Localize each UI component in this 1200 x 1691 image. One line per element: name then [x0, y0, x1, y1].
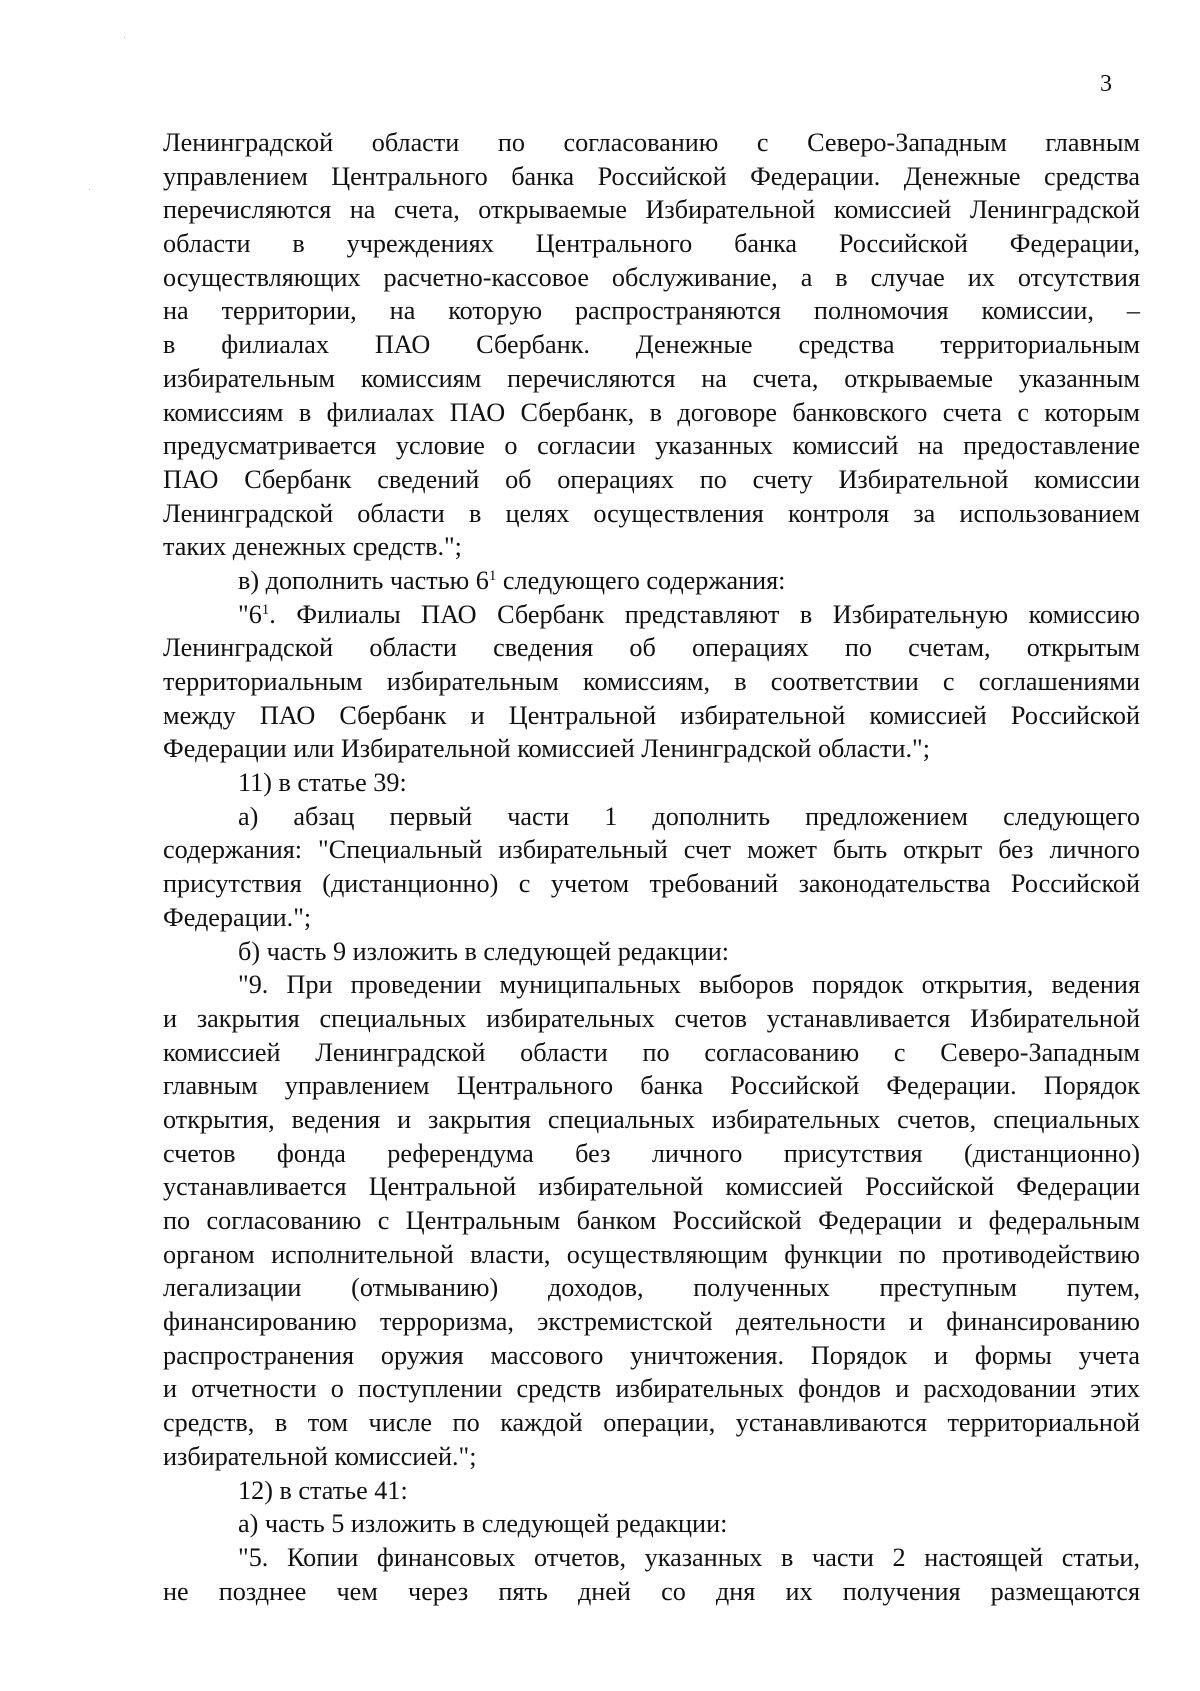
scan-speck: · — [88, 185, 92, 196]
document-line — [163, 1541, 1140, 1575]
line-text: распространения оружия массового уничтожения. Порядок и формы учета — [163, 1340, 1140, 1370]
line-text: в) дополнить частью 6 — [238, 565, 489, 595]
line-text: на территории, на которую распространяются полномочия комиссии, – — [163, 296, 1140, 326]
line-text: легализации (отмыванию) доходов, полученных преступным путем, — [163, 1273, 1140, 1303]
document-line — [163, 1069, 1140, 1103]
document-line — [163, 1406, 1140, 1440]
line-text: по согласованию с Центральным банком Российской Федерации и федеральным — [163, 1206, 1140, 1235]
document-line — [163, 968, 1140, 1002]
document-line — [163, 362, 1140, 396]
document-line — [163, 1238, 1140, 1272]
document-line — [163, 429, 1140, 463]
document-line — [163, 631, 1140, 665]
line-text: избирательным комиссиям перечисляются на счета, открываемые указанным — [163, 363, 1140, 393]
line-text: Федерации."; — [163, 902, 312, 932]
document-line — [163, 1036, 1140, 1070]
document-line — [163, 1440, 1140, 1474]
line-text: а) часть 5 изложить в следующей редакции: — [238, 1509, 728, 1539]
line-text: 11) в статье 39: — [238, 768, 407, 798]
document-line — [163, 1474, 1140, 1508]
line-text: "6 — [238, 599, 262, 629]
document-line — [163, 1305, 1140, 1339]
line-text: Ленинградской области в целях осуществления контроля за использованием — [163, 498, 1140, 528]
line-text: "9. При проведении муниципальных выборов порядок открытия, ведения — [238, 970, 1140, 1000]
line-text: и отчетности о поступлении средств избирательных фондов и расходовании этих — [163, 1374, 1140, 1404]
line-text: территориальным избирательным комиссиям, в соответствии с соглашениями — [163, 667, 1140, 696]
line-text-continued: следующего содержания: — [496, 565, 786, 595]
line-text: присутствия (дистанционно) с учетом требований законодательства Российской — [163, 869, 1140, 899]
document-line — [163, 1271, 1140, 1305]
document-line — [163, 396, 1140, 430]
document-line — [163, 867, 1140, 901]
line-text: комиссиям в филиалах ПАО Сбербанк, в договоре банковского счета с которым — [163, 397, 1140, 427]
document-line — [163, 193, 1140, 227]
line-text: между ПАО Сбербанк и Центральной избирательной комиссией Российской — [163, 700, 1140, 730]
line-text: избирательной комиссией."; — [163, 1441, 477, 1471]
line-text: устанавливается Центральной избирательной комиссией Российской Федерации — [163, 1172, 1140, 1202]
line-text: управлением Центрального банка Российской Федерации. Денежные средства — [163, 161, 1140, 191]
document-line — [163, 1103, 1140, 1137]
document-line — [163, 1575, 1140, 1609]
line-text: "5. Копии финансовых отчетов, указанных в части 2 настоящей статьи, — [238, 1542, 1140, 1572]
document-line — [163, 800, 1140, 834]
line-text: предусматривается условие о согласии указанных комиссий на предоставление — [163, 431, 1140, 461]
scan-speck: · — [123, 33, 127, 44]
document-line — [163, 227, 1140, 261]
line-text-continued: . Филиалы ПАО Сбербанк представляют в Избирательную комиссию — [269, 599, 1140, 629]
document-line — [163, 328, 1140, 362]
document-line — [163, 766, 1140, 800]
document-line — [163, 497, 1140, 531]
document-line — [163, 160, 1140, 194]
line-text: открытия, ведения и закрытия специальных избирательных счетов, специальных — [163, 1104, 1140, 1134]
line-text: и закрытия специальных избирательных счетов устанавливается Избирательной — [163, 1003, 1140, 1033]
line-text: комиссией Ленинградской области по согласованию с Северо-Западным — [163, 1037, 1140, 1067]
line-text: не позднее чем через пять дней со дня их получения размещаются — [163, 1576, 1140, 1606]
document-line — [163, 901, 1140, 935]
document-line — [163, 732, 1140, 766]
line-text: финансированию терроризма, экстремистской деятельности и финансированию — [163, 1307, 1140, 1337]
document-line — [163, 699, 1140, 733]
document-line — [163, 463, 1140, 497]
document-line — [163, 530, 1140, 564]
line-text: главным управлением Центрального банка Российской Федерации. Порядок — [163, 1071, 1140, 1101]
line-text: 12) в статье 41: — [238, 1475, 408, 1505]
superscript-number: 1 — [488, 567, 497, 584]
document-line — [163, 1170, 1140, 1204]
document-line — [163, 935, 1140, 969]
line-text: а) абзац первый части 1 дополнить предложением следующего — [238, 801, 1140, 831]
line-text: Ленинградской области сведения об операциях по счетам, открытым — [163, 633, 1140, 663]
document-line — [163, 1204, 1140, 1238]
document-line — [163, 126, 1140, 160]
document-line — [163, 294, 1140, 328]
document-line — [163, 833, 1140, 867]
document-line — [163, 665, 1140, 699]
line-text: перечисляются на счета, открываемые Избирательной комиссией Ленинградской — [163, 195, 1140, 225]
document-line — [163, 1372, 1140, 1406]
superscript-number: 1 — [261, 601, 270, 618]
line-text: Ленинградской области по согласованию с Северо-Западным главным — [163, 128, 1140, 157]
line-text: в филиалах ПАО Сбербанк. Денежные средства территориальным — [163, 330, 1140, 360]
line-text: счетов фонда референдума без личного присутствия (дистанционно) — [163, 1138, 1140, 1168]
line-text: Федерации или Избирательной комиссией Ленинградской области."; — [163, 734, 931, 764]
line-text: б) часть 9 изложить в следующей редакции: — [238, 936, 730, 966]
line-text: области в учреждениях Центрального банка Российской Федерации, — [163, 229, 1140, 259]
document-line — [163, 564, 1140, 598]
document-line — [163, 1339, 1140, 1373]
document-line — [163, 261, 1140, 295]
line-text: средств, в том числе по каждой операции, устанавливаются территориальной — [163, 1408, 1140, 1438]
document-line — [163, 1002, 1140, 1036]
document-line — [163, 1137, 1140, 1171]
line-text: органом исполнительной власти, осуществляющим функции по противодействию — [163, 1239, 1140, 1269]
document-line — [163, 1507, 1140, 1541]
document-body — [163, 126, 1140, 1608]
line-text: осуществляющих расчетно-кассовое обслуживание, а в случае их отсутствия — [163, 262, 1140, 292]
line-text: ПАО Сбербанк сведений об операциях по счету Избирательной комиссии — [163, 464, 1140, 494]
line-text: таких денежных средств."; — [163, 532, 462, 562]
page-number: 3 — [1100, 71, 1112, 97]
document-line — [163, 598, 1140, 632]
line-text: содержания: "Специальный избирательный счет может быть открыт без личного — [163, 835, 1140, 865]
